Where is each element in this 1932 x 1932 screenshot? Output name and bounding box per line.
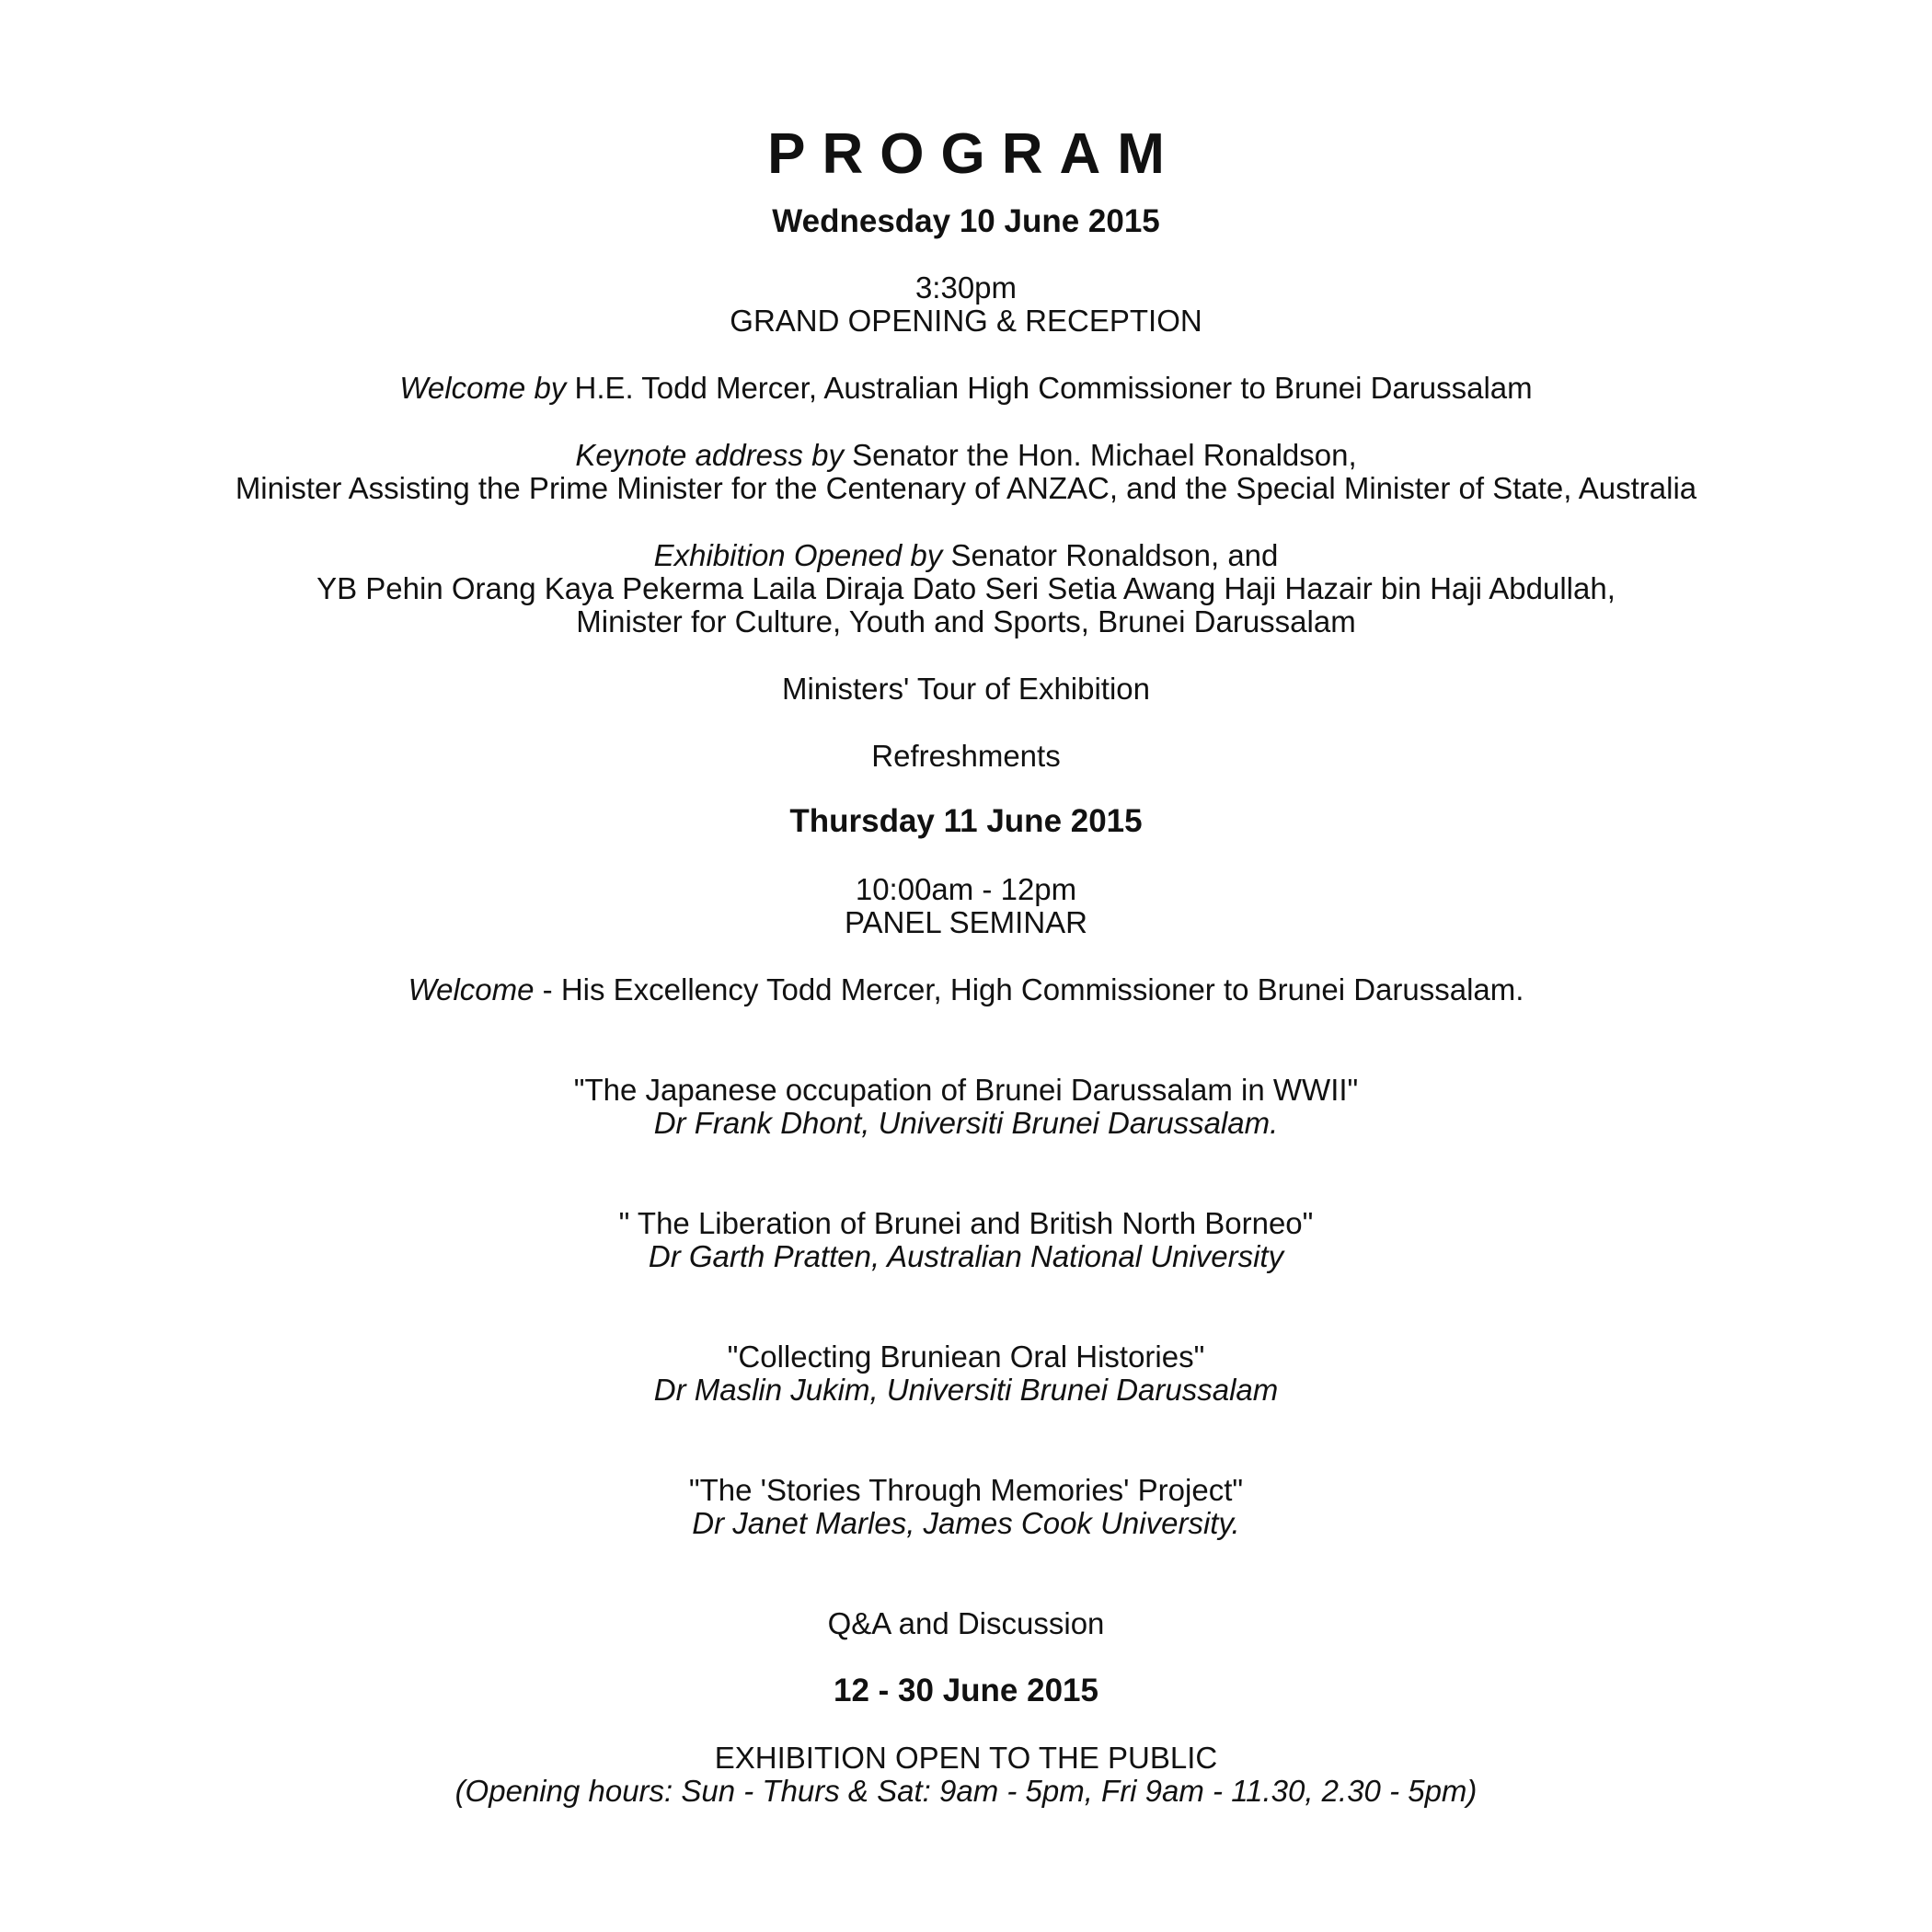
welcome-label: Welcome by (399, 371, 567, 405)
day2-time: 10:00am - 12pm (855, 872, 1077, 906)
day2-event: PANEL SEMINAR (844, 905, 1088, 939)
day1-keynote (0, 438, 1932, 473)
opened-text: Senator Ronaldson, and (942, 538, 1279, 572)
talk-title: "The 'Stories Through Memories' Project" (688, 1473, 1244, 1507)
day2-welcome (0, 972, 1932, 1007)
day3-event: EXHIBITION OPEN TO THE PUBLIC (714, 1741, 1218, 1775)
talk-title: "Collecting Bruniean Oral Histories" (727, 1340, 1205, 1374)
page-title: PROGRAM (767, 122, 1181, 186)
keynote-label: Keynote address by (575, 438, 844, 472)
talk-title: "The Japanese occupation of Brunei Darussalam in WWII" (573, 1073, 1359, 1107)
day1-tour: Ministers' Tour of Exhibition (781, 672, 1151, 706)
day2-qa: Q&A and Discussion (827, 1606, 1105, 1640)
welcome-label: Welcome (408, 972, 535, 1006)
opened-label: Exhibition Opened by (653, 538, 943, 572)
day1-opened (0, 538, 1932, 573)
day1-welcome (0, 371, 1932, 406)
day1-event: GRAND OPENING & RECEPTION (730, 304, 1202, 338)
talk-speaker: Dr Frank Dhont, Universiti Brunei Darussalam. (653, 1106, 1279, 1140)
day3-date: 12 - 30 June 2015 (834, 1673, 1098, 1708)
keynote-text: Senator the Hon. Michael Ronaldson, (844, 438, 1357, 472)
welcome-text: H.E. Todd Mercer, Australian High Commissioner to Brunei Darussalam (566, 371, 1533, 405)
day1-keynote-role: Minister Assisting the Prime Minister for the Centenary of ANZAC, and the Special Minister of State, Australia (235, 471, 1697, 505)
day1-opened-name: YB Pehin Orang Kaya Pekerma Laila Diraja Dato Seri Setia Awang Haji Hazair bin Haji Abdullah, (316, 571, 1616, 605)
talk-speaker: Dr Janet Marles, James Cook University. (692, 1506, 1240, 1540)
day2-date: Thursday 11 June 2015 (789, 803, 1143, 839)
talk-title: " The Liberation of Brunei and British North Borneo" (618, 1206, 1314, 1240)
talk-speaker: Dr Garth Pratten, Australian National University (648, 1239, 1284, 1273)
day1-opened-role: Minister for Culture, Youth and Sports, Brunei Darussalam (576, 604, 1356, 638)
day1-date: Wednesday 10 June 2015 (772, 203, 1160, 239)
welcome-text: - His Excellency Todd Mercer, High Commissioner to Brunei Darussalam. (534, 972, 1524, 1006)
day1-time: 3:30pm (914, 270, 1018, 305)
day3-hours: (Opening hours: Sun - Thurs & Sat: 9am - 5pm, Fri 9am - 11.30, 2.30 - 5pm) (454, 1774, 1478, 1808)
day1-refreshments: Refreshments (871, 739, 1061, 773)
talk-speaker: Dr Maslin Jukim, Universiti Brunei Darussalam (653, 1373, 1279, 1407)
